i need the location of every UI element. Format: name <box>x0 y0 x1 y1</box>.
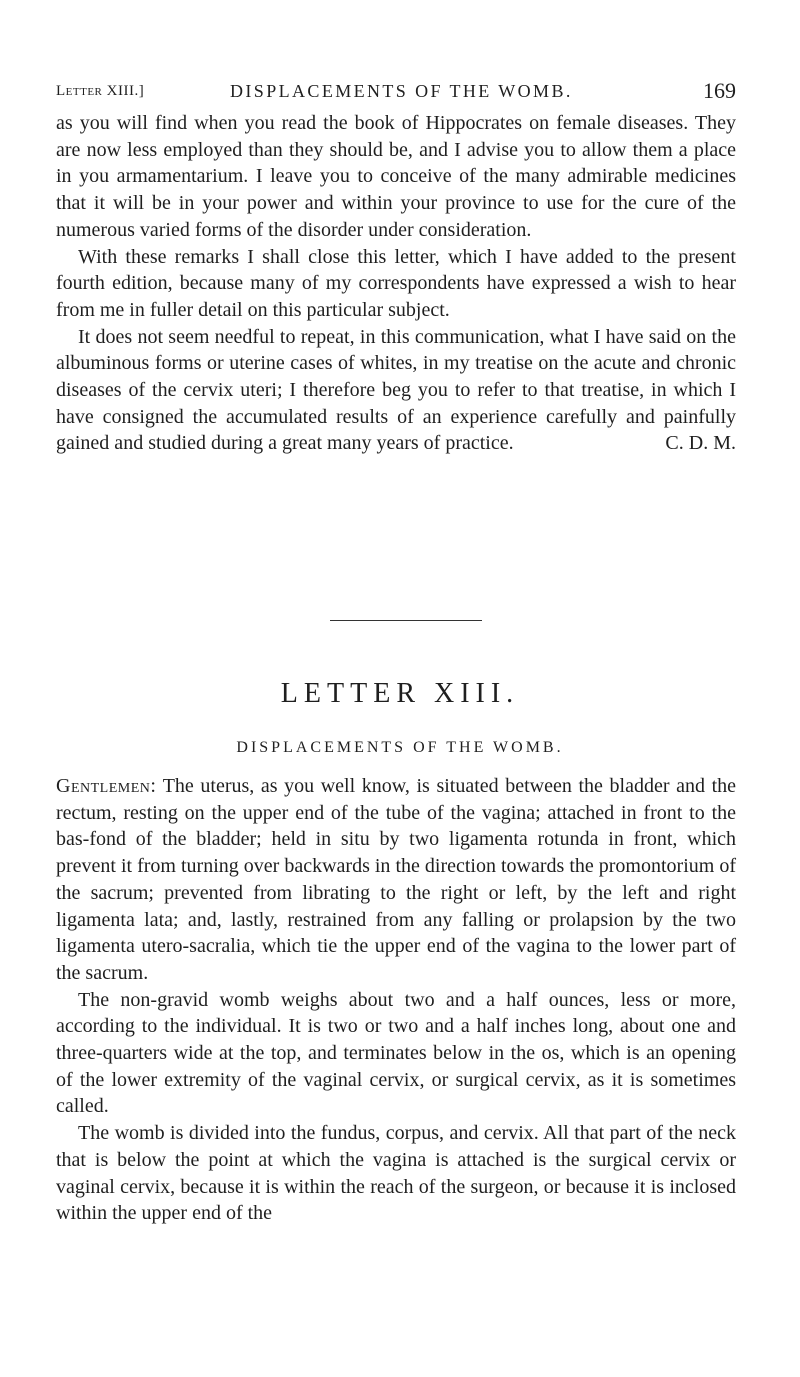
paragraph-text: The uterus, as you well know, is situated between the bladder and the rectum, resting on the upper end of the tube of the vagina; attached in front to the bas-fond of the bladder; held in situ by two ligamenta rotunda in front, which prevent it from turning over backwards in the direction towards the promontorium of the sacrum; prevented from librating to the right or left, by the left and right ligamenta lata; and, lastly, restrained from any falling or prolapsion by the two ligamenta utero-sacralia, which tie the upper end of the vagina to the lower part of the sacrum. <box>56 775 737 984</box>
letter-subheading: DISPLACEMENTS OF THE WOMB. <box>236 739 564 756</box>
previous-letter-conclusion <box>56 110 736 457</box>
running-head-title: DISPLACEMENTS OF THE WOMB. <box>230 81 573 101</box>
letter-body <box>56 773 736 1227</box>
salutation: Gentlemen: <box>56 775 157 797</box>
letter-heading: LETTER XIII. <box>280 678 520 709</box>
section-divider <box>330 620 482 621</box>
paragraph: The non-gravid womb weighs about two and a half ounces, less or more, according to the individual. It is two or two and a half inches long, about one and three-quarters wide at the top, and terminates below in the os, which is an opening of the lower extremity of the vaginal cervix, or surgical cervix, as it is sometimes called. <box>56 988 736 1118</box>
paragraph <box>56 773 736 987</box>
paragraph: The womb is divided into the fundus, corpus, and cervix. All that part of the neck that is below the point at which the vagina is attached is the surgical cervix or vaginal cervix, because it is within the reach of the surgeon, or because it is inclosed within the upper end of the <box>56 1122 736 1225</box>
paragraph: With these remarks I shall close this letter, which I have added to the present fourth edition, because many of my correspondents have expressed a wish to hear from me in fuller detail on this particular subject. <box>56 245 736 321</box>
paragraph: as you will find when you read the book of Hippocrates on female diseases. They are now less employed than they should be, and I advise you to allow them a place in you armamentarium. I leave you to conceive of the many admirable medicines that it will be in your power and within your province to use for the cure of the numerous varied forms of the disorder under consideration. <box>56 112 736 241</box>
paragraph-text: It does not seem needful to repeat, in this communication, what I have said on the albuminous forms or uterine cases of whites, in my treatise on the acute and chronic diseases of the cervix uteri; I therefore beg you to refer to that treatise, in which I have consigned the accumulated results of an experience carefully and painfully gained and studied during a great many years of practice. <box>56 325 736 455</box>
running-head-letter: Letter XIII.] <box>56 83 145 99</box>
author-signature: C. D. M. <box>665 432 736 455</box>
running-head <box>56 76 736 106</box>
paragraph <box>56 324 736 458</box>
page-number: 169 <box>703 78 736 103</box>
